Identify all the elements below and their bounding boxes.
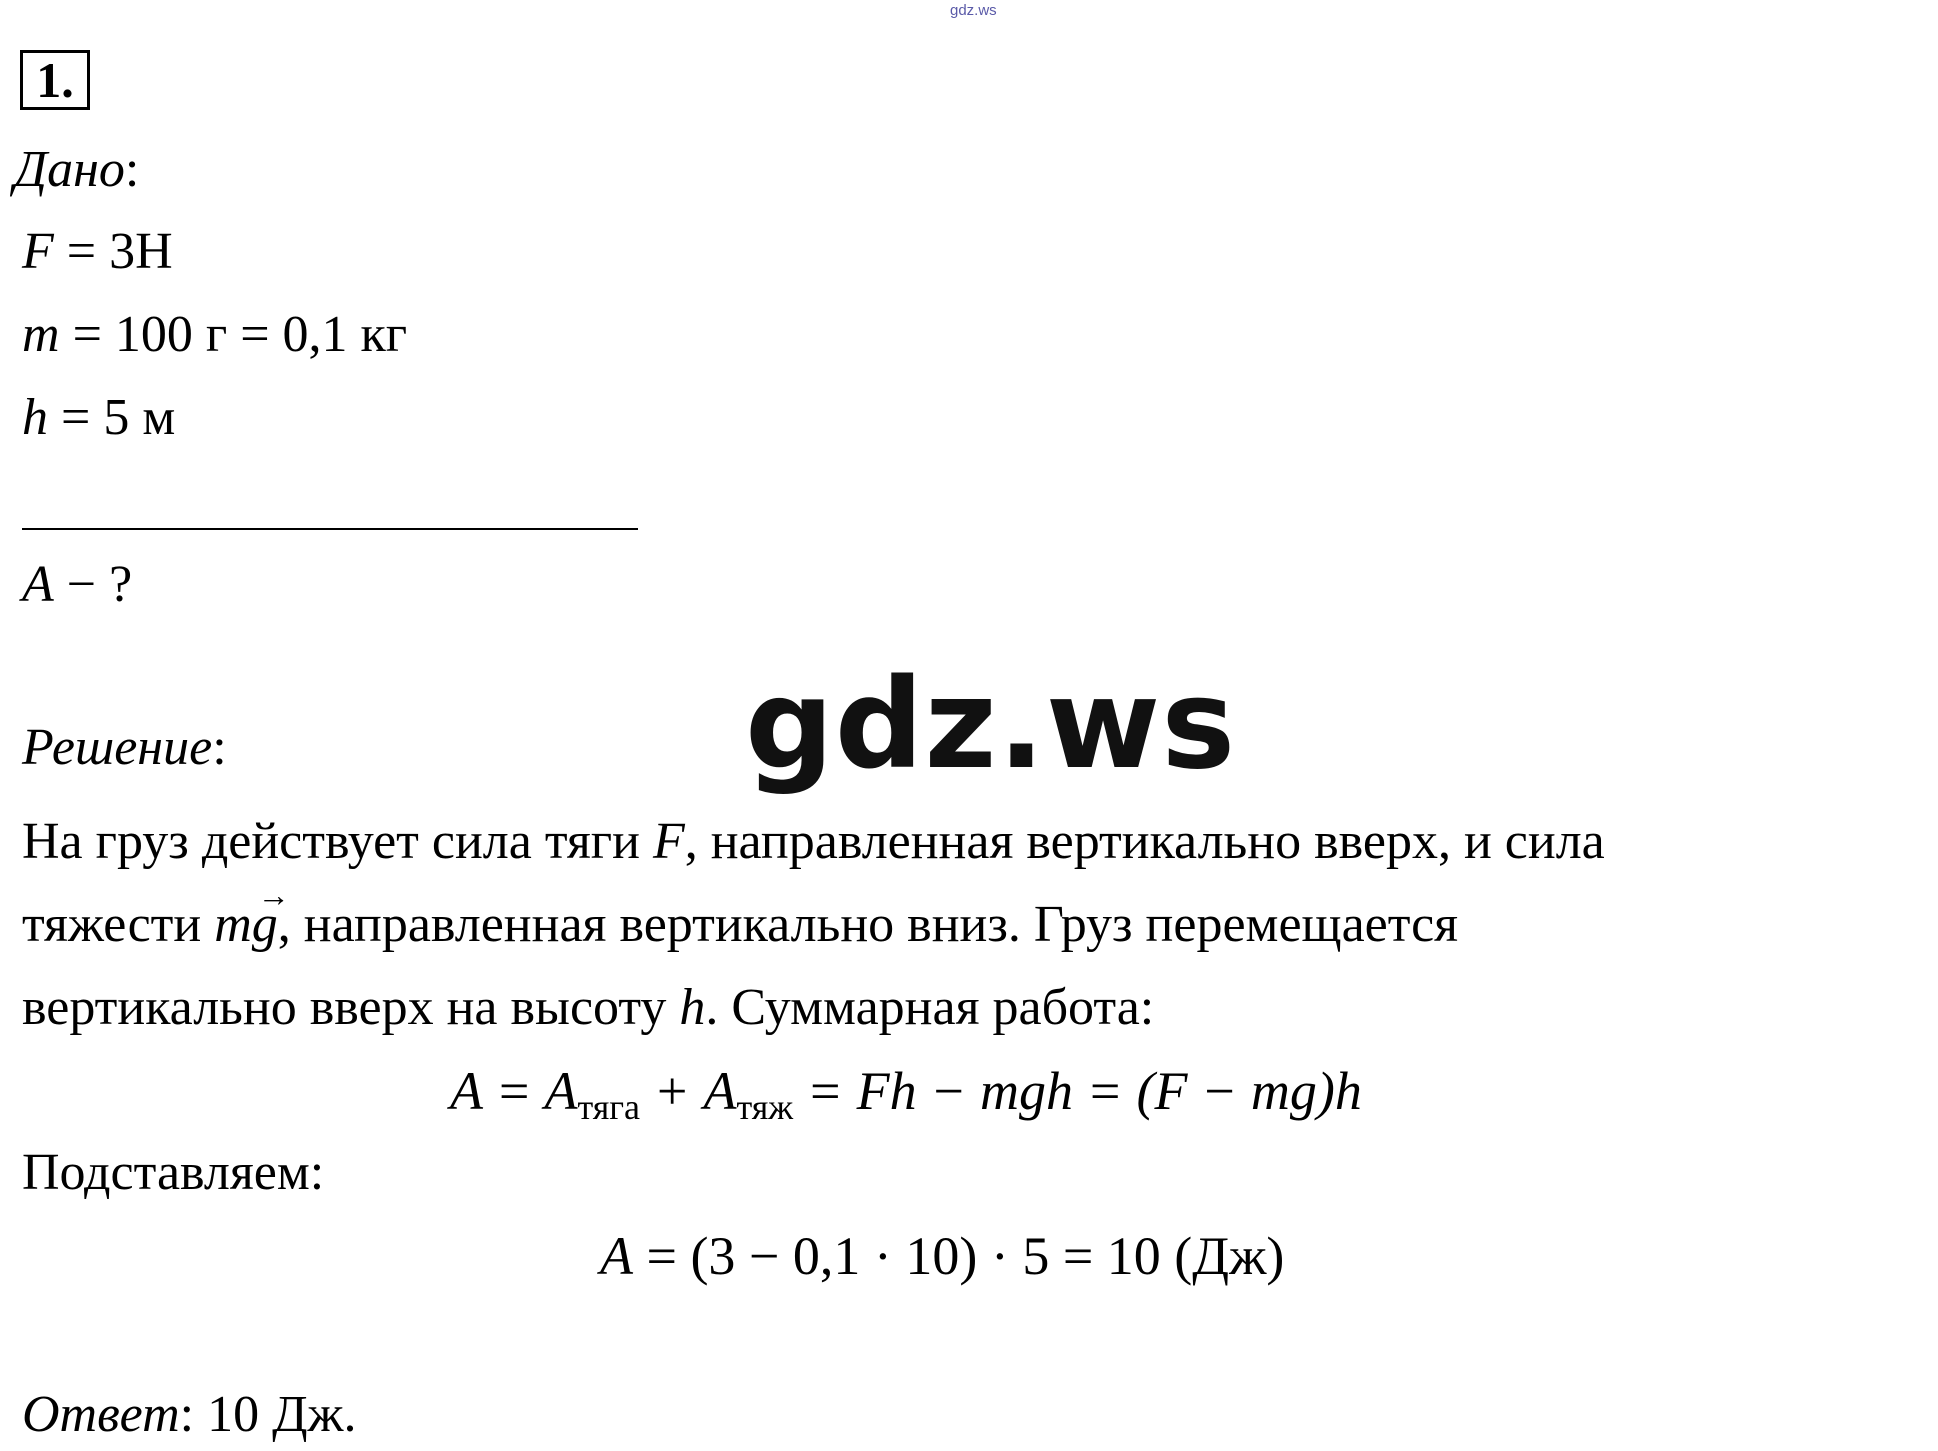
work-formula [450,1060,1362,1138]
solution-text-3b: . Суммарная работа: [705,979,1155,1036]
answer-value: : 10 Дж. [179,1386,357,1443]
given-mass-value: = 100 г = 0,1 кг [59,306,408,363]
solution-text-2b: , направленная вертикально вниз. Груз перемещается [277,896,1459,953]
numeric-expression: = (3 − 0,1 · 10) · 5 = 10 (Дж) [633,1226,1285,1286]
given-line-mass [22,305,407,365]
solution-text-1b: , направленная вертикально вверх, и сила [684,813,1605,870]
solution-var-h: h [679,979,706,1036]
answer-label: Ответ [22,1386,180,1443]
center-watermark: gdz.ws [745,653,1237,797]
substitute-label: Подставляем: [22,1144,325,1201]
problem-number-box: 1. [20,50,90,110]
formula-sub-gravity: тяж [736,1087,794,1127]
given-label-colon: : [124,141,140,198]
given-line-force [22,222,173,282]
given-label: Дано [14,141,125,198]
numeric-formula [600,1225,1284,1287]
find-line [22,555,132,615]
find-question: − ? [53,556,133,613]
solution-line-1 [22,812,1605,872]
given-force-value: = 3Н [53,223,173,280]
var-h: h [22,389,48,446]
solution-var-m: m [214,896,252,953]
solution-var-f: F [652,813,685,870]
formula-sub-traction: тяга [577,1087,641,1127]
given-line-height [22,388,175,448]
formula-part-c: = Fh − mgh = (F − mg)h [793,1061,1362,1121]
solution-label-colon: : [212,719,227,776]
var-f: F [22,223,54,280]
given-height-value: = 5 м [48,389,176,446]
solution-text-3a: вертикально вверх на высоту [22,979,680,1036]
top-watermark: gdz.ws [950,2,997,19]
var-m: m [22,306,60,363]
solution-text-2a: тяжести [22,896,215,953]
solution-line-2 [22,895,1458,955]
var-a: A [22,556,54,613]
solution-line-3 [22,978,1154,1038]
formula-part-a: A = A [450,1061,578,1121]
answer-line [22,1385,356,1445]
given-divider [22,528,638,530]
solution-heading [22,718,227,778]
solution-label: Решение [22,719,213,776]
solution-text-1a: На груз действует сила тяги [22,813,653,870]
numeric-var-a: A [600,1226,633,1286]
given-heading [14,140,139,200]
formula-part-b: + A [640,1061,737,1121]
solution-vector-g: g → [252,895,278,955]
